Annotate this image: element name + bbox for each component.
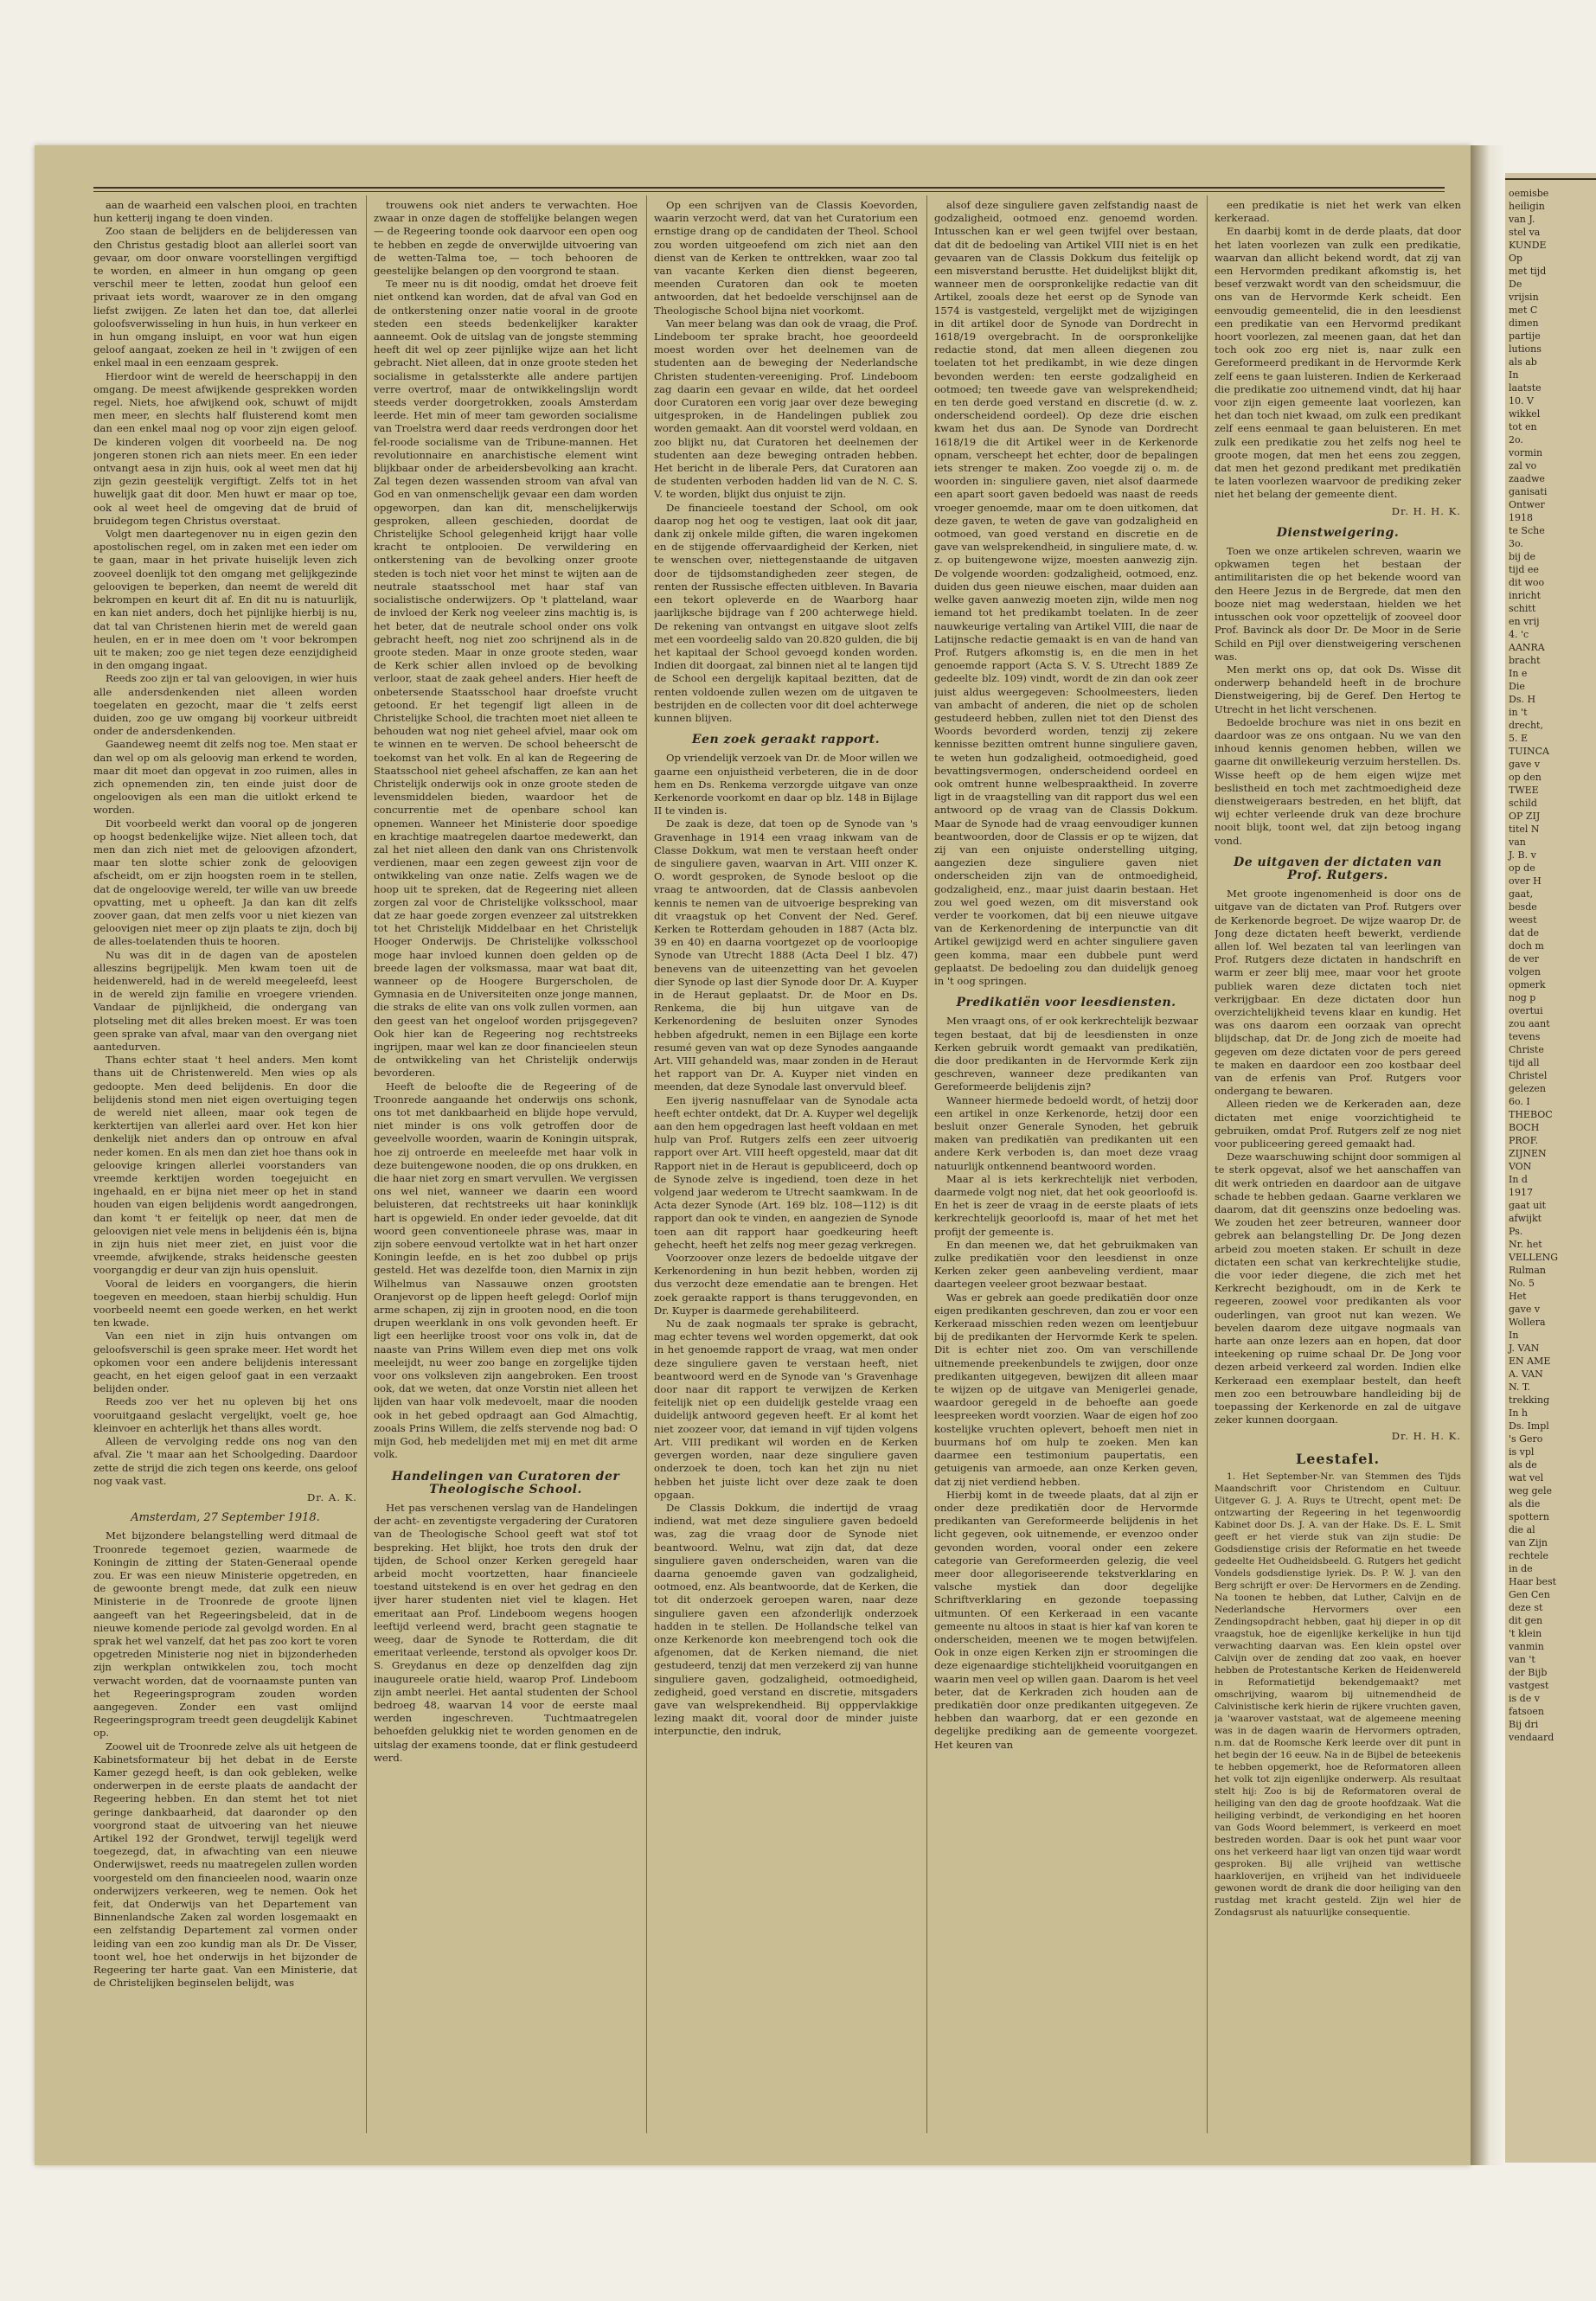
facing-page-fragment: Christe [1509,1044,1544,1055]
facing-page-fragment: opmerk [1509,979,1546,990]
section-heading: Handelingen van Curatoren der Theologische School. [391,1469,620,1497]
facing-page-fragment: tevens [1509,1031,1541,1042]
column-4 [934,199,1198,2132]
facing-page-fragment: Gen Cen [1509,1589,1550,1600]
facing-page-fragment: wikkel [1509,408,1541,420]
article-paragraph: De zaak is deze, dat toen op de Synode van 's Gravenhage in 1914 een vraag inkwam van de Classe Dokkum, wat men te verstaan heeft onder de singuliere gaven, waarvan in Art. VIII onzer K. O. wordt gesproken, de Synode besloot op die vraag te antwoorden, dat de Classis aanbevolen kennis te nemen van de uitvoerige bespreking van dit vraagstuk op het Convent der Ned. Geref. Kerken te Rotterdam gehouden in 1887 (Acta blz. 39 en 40) en daarna voortgezet op de voorloopige Synode van Utrecht 1888 (Acta Deel I blz. 47) benevens van de uiteenzetting van het gevoelen dier Synode op last dier Synode door Dr. A. Kuyper in de Heraut geplaatst. Dr. de Moor en Ds. Renkema, die bij hun uitgave van de Kerkenordening de besluiten onzer Synodes hebben afgedrukt, nemen in een Bijlage een korte resumé geven van wat op deze Synodes aangaande Art. VIII gehandeld was, maar zonden in de Heraut het rapport van Dr. A. Kuyper niet vinden en meenden, dat deze Synodale last onvervuld bleef. [654,817,918,1093]
article-paragraph: En dan meenen we, dat het gebruikmaken van zulke predikatiën voor den leesdienst in onze Kerken zeker geen aanbeveling verdient, maar daartegen veeleer groot bezwaar bestaat. [934,1238,1198,1291]
facing-page-fragment: titel N [1509,824,1540,835]
facing-page-fragment: In [1509,369,1519,381]
article-paragraph: De Classis Dokkum, die indertijd de vraag indiend, wat met deze singuliere gaven bedoeld was, zag die vraag door de Synode niet beantwoord. Welnu, wat zijn dat, dat deze singuliere gaven onderscheiden, waren van die daarna genoemde gaven van godzaligheid, ootmoed, enz. Als beantwoorde, dat de Kerken, die tot dit onderzoek geroepen waren, naar deze singuliere gaven een afzonderlijk onderzoek hadden in te stellen. De Hollandsche telkel van onze Kerkenorde kon meebrengend toch ook die afgenomen, dat de Kerken niemand, die niet gestudeerd, tenzij dat men verzekerd zij van hunne singuliere gaven, godzaligheid, ootmoedigheid, zedigheid, goed verstand en discretie, mitsgaders gave van welsprekendheid. Bij opppervlakkige lezing maakt dit, vooral door de minder juiste interpunctie, den indruk, [654,1501,918,1738]
facing-page-fragment: In d [1509,1174,1528,1185]
facing-page-fragment: vanmin [1509,1641,1544,1652]
facing-page-fragment: Ds. Impl [1509,1420,1549,1432]
facing-page-fragment: stel va [1509,227,1541,238]
facing-page-fragment: vastgest [1509,1680,1549,1691]
facing-page-fragment: ganisati [1509,486,1548,497]
article-paragraph: Vooral de leiders en voorgangers, die hierin toegeven en meedoen, staan hierbij schuldig. Hun voorbeeld neemt een goede werken, en het werkt ten kwade. [93,1277,357,1330]
facing-page-fragment: afwijkt [1509,1213,1542,1224]
facing-page-fragment: Ds. H [1509,694,1536,705]
column-divider [926,195,927,2133]
facing-page-fragment: ZIJNEN [1509,1148,1547,1159]
facing-page-fragment: zaadwe [1509,473,1545,484]
facing-page-fragment: vendaard [1509,1732,1554,1743]
facing-page-fragment: zou aant [1509,1018,1550,1029]
column-5 [1215,199,1461,2132]
review-paragraph: 1. Het September-Nr. van Stemmen des Tijds Maandschrift voor Christendom en Cultuur. Uitgever G. J. A. Ruys te Utrecht, opent met: De ontzwarting der Regeering in het tegenwoordig Kabinet door Ds. J. A. van der Hake. Ds. E. L. Smit geeft er het vierde stuk van zijn studie: De Godsdienstige crisis der Reformatie en het tweede gedeelte Het Oudheidsbeeld. G. Rutgers het gedicht Vondels godsdienstige lyriek. Ds. P. W. J. van den Berg schrijft er over: De Hervormers en de Zending. Na toonen te hebben, dat Luther, Calvijn en de Nederlandsche Hervormers over een Zendingsopdracht hebben, gaat hij dieper in op dit vraagstuk, hoe de eigenlijke kerkelijke in hun tijd verwachting daarvan was. Een klein opstel over Calvijn over de zending dat zoo vaak, en hoever hebben de Protestantsche Kerken de Heidenwereld in Reformatietijd bekendgemaakt? met omschrijving, waarom bij uitnemendheid de Calvinistische kerk hierin de rijkere vruchten gaven, ja 'waarover vaststaat, wat de algemeene meening was in de dagen waarin de Hervormers optraden, n.m. dat de Roomsche Kerk leerde over dit punt in het begin der 16 eeuw. Na in de Bijbel de beteekenis te hebben opgemerkt, hoe de Reformatoren alleen het volk tot zijn eigenlijke onderwerp. Als resultaat stelt hij: Zoo is bij de Reformatoren overal de heiliging van den dag de groote hoofdzaak. Wat die heiliging verbindt, de verkondiging en het hooren van Gods Woord belemmert, is verkeerd en moet bestreden worden. Daar is ook het punt waar voor ons het verkeerd haar ligt van onzen tijd waar wordt gesproken. Bij alle vrijheid van wettische haarkloverijen, en vrijheid van het individueele gewonen wordt de drank die door heiliging van den rustdag met kracht gesteld. Zijn wel hier de Zondagsrust als natuurlijke consequentie. [1215,1471,1461,1918]
facing-page-fragment: gave v [1509,759,1541,770]
article-paragraph: Op een schrijven van de Classis Koevorden, waarin verzocht werd, dat van het Curatorium een ernstige drang op de candidaten der Theol. School zou worden uitgeoefend om zich niet aan den dienst van de Kerken te onttrekken, waar zoo tal van vacante Kerken dien dienst begeeren, meenden Curatoren dan ook te moeten antwoorden, dat het bedoelde verschijnsel aan de Theologische School bijna niet voorkomt. [654,199,918,317]
facing-page-fragment: EN AME [1509,1356,1551,1367]
facing-page-fragment: wat vel [1509,1472,1544,1484]
facing-page-fragment: In e [1509,668,1528,679]
facing-page-fragment: op de [1509,862,1535,874]
facing-page-fragment: weg gele [1509,1485,1553,1497]
facing-page-fragment: van [1509,836,1526,848]
article-paragraph: En daarbij komt in de derde plaats, dat door het laten voorlezen van zulk een predikatie, waarvan dan allicht bekend wordt, dat zij van een Hervormden predikant afkomstig is, het besef verzwakt wordt van den scheidsmuur, die ons van de Hervormde Kerk scheidt. Een eenvoudig gemeentelid, die in den leesdienst een predikatie van een Hervormd predikant hoort voorlezen, zal meenen gaan, dat het dan toch ook zoo erg niet is, naar zulk een Gereformeerd predikant in de Hervormde Kerk zelf eens te gaan luisteren. Indien de Kerkeraad die predikatie zoo uitnemend vindt, dat hij haar voor zijn eigen gemeente laat voorlezen, kan het dan toch niet kwaad, om zulk een predikant zelf eens eenmaal te gaan beluisteren. En met zulk een predikatie zou het zelfs nog heel te groote mogen, dat men het eens zou zeggen, dat men het gezond predikant met predikatiën te laten voorlezen waarvoor de prediking zeker niet het belang der gemeente dient. [1215,225,1461,501]
facing-page-fragment: zal vo [1509,460,1537,471]
facing-page-fragment: schitt [1509,603,1536,614]
section-heading: De uitgaven der dictaten van Prof. Rutgers. [1234,855,1442,882]
facing-page-fragment: rechtele [1509,1550,1548,1561]
facing-page-fragment: als die [1509,1498,1541,1509]
article-paragraph: Bedoelde brochure was niet in ons bezit en daardoor was ze ons ontgaan. Nu we van den inhoud kennis genomen hebben, willen we gaarne dit onwillekeurig verzuim herstellen. Ds. Wisse heeft op de hem eigen wijze met beslistheid en toch met zachtmoedigheid deze dienstweigeraars bestreden, en het blijft, dat wij echter verleende druk van deze brochure nooit blijk, toont wel, dat zijn betoog ingang vond. [1215,715,1461,847]
article-paragraph: alsof deze singuliere gaven zelfstandig naast de godzaligheid, ootmoed enz. genoemd worden. Intusschen kan er wel geen twijfel over bestaan, dat dit de bedoeling van Artikel VIII niet is en het gevaaren van de Classis Dokkum dus feitelijk op een misverstand berustte. Het duidelijkst blijkt dit, wanneer men de oorspronkelijke redactie van dit Artikel, zooals deze het eerst op de Synode van 1574 is vastgesteld, vergelijkt met de wijzigingen in dit artikel door de Synode van Dordrecht in 1618/19 overgebracht. In de oorspronkelijke redactie stond, dat men alleen diegenen zou toelaten tot het predikambt, in wie deze dingen bevonden werden: ten eerste godzaligheid en ootmoed; ten tweede gave van welsprekendheid; en ten derde goed verstand en discretie (d. w. z. onderscheidend oordeel). Op deze drie eischen kwam het dus aan. De Synode van Dordrecht 1618/19 die dit Artikel weer in de Kerkenorde opnam, verscheept het echter, door de bepalingen iets strenger te maken. Zoo voegde zij o. m. de woorden in: singuliere gaven, niet alsof daarmede een apart soort gaven bedoeld was naast de reeds vroeger genoemde, maar om te doen uitkomen, dat deze gaven, te weten de gave van godzaligheid en ootmoed, van goed verstand en discretie en de gave van welsprekendheid, in singuliere mate, d. w. z. op buitengewone wijze, moesten aanwezig zijn. De volgende woorden: godzaligheid, ootmoed, enz. duiden dus geen nieuwe eischen, maar duiden aan welke gaven aanwezig moeten zijn, wilde men nog iemand tot het predikambt toelaten. In de zeer nauwkeurige vertaling van Artikel VIII, die naar de Latijnsche redactie gemaakt is en van de hand van Prof. Rutgers afkomstig is, en die men in het genoemde rapport (Acta S. V. S. Utrecht 1889 Ze gedeelte blz. 109) vindt, wordt de zin dan ook zeer juist aldus weergegeven: Schoolmeesters, lieden van ambacht of anderen, die niet op de scholen gestudeerd hebben, zullen niet tot den Dienst des Woords bevorderd worden, tenzij zij zekere kennisse bezitten omtrent hunne singuliere gaven, te weten hun godzaligheid, ootmoedigheid, goed bevattingsvermogen, onderscheidend oordeel en ook omtrent hunne welbespraaktheid. In zoverre ligt in de vraagstelling van dit rapport dus wel een antwoord op de vraag van de Classis Dokkum. Maar de Synode had de vraag eenvoudiger kunnen beantwoorden, door de Classis er op te wijzen, dat zij van een onjuiste onderstelling uitging, aangezien deze singuliere gaven niet onderscheiden zijn van de ontmoedigheid, godzaligheid, enz., maar juist daarin bestaan. Het zou wel goed wezen, om dit misverstand ook verder te voorkomen, dat bij een nieuwe uitgave van de Kerkenordening de interpunctie van dit Artikel gewijzigd werd en achter singuliere gaven geen komma, maar een dubbele punt werd geplaatst. De bedoeling zou dan duidelijk genoeg in 't oog springen. [934,199,1198,987]
facing-page-fragment: Rulman [1509,1265,1546,1276]
article-paragraph: Nu was dit in de dagen van de apostelen alleszins begrijpelijk. Men kwam toen uit de heidenwereld, had in de wereld meegeleefd, leest in de wereld zijn familie en vroegere vrienden. Vandaar de pijnlijkheid, die ondergang van plotseling met dit alles breken moest. Er was toen geen sprake van afval, maar van den overgang niet aantedurven. [93,948,357,1053]
facing-page-fragment: TWEE [1509,785,1539,796]
article-paragraph: Men merkt ons op, dat ook Ds. Wisse dit onderwerp behandeld heeft in de brochure Dienstweigering, bij de Geref. Den Hertog te Utrecht in het licht verschenen. [1215,663,1461,715]
facing-page-fragment: Wollera [1509,1317,1546,1328]
article-paragraph: De financieele toestand der School, om ook daarop nog het oog te vestigen, laat ook dit jaar, dank zij onkele milde giften, die waren ingekomen en de stijgende offervaardigheid der Kerken, niet te wenschen over, niettegenstaande de uitgaven door de tijdsomstandigheden zeer stegen, de renten der Russische effecten uitbleven. In Bavaria een tekort opleverde en de Waarborg haar jaarlijksche bijdrage van f 200 achterwege hield. De rekening van ontvangst en uitgave sloot zelfs met een voordeelig saldo van 20.820 gulden, die bij het kapitaal der School gevoegd konden worden. Indien dit doorgaat, zal binnen niet al te langen tijd de School een dergelijk kapitaal bezitten, dat de renten voldoende zullen wezen om de uitgaven te bestrijden en de collecten voor dit doel achterwege kunnen blijven. [654,501,918,724]
facing-page-edge [1505,173,1596,2163]
article-paragraph: Thans echter staat 't heel anders. Men komt thans uit de Christenwereld. Men wies op als gedoopte. Men deed belijdenis. En door die belijdenis stond men niet eigen overtuiging tegen de wereld niet alleen, maar ook tegen de kerktertijen van allerlei aard over. Het kon hier denkelijk niet anders dan op ontrouw en afval neder komen. En als men dan ziet hoe thans ook in geloovige kringen allerlei voorstanders van vreemde kerktijen worden toegejuicht en ingehaald, en er bijna niet meer op het in stand houden van eigen belijdenis wordt aangedrongen, dan komt 't er feitelijk op neer, dat men de geloovigen niet vele mens in belijdenis één is, bijna in zijn huis niet meer ziet, en juist voor die vreemde, afwijkende, straks heidensche geesten voorgangdig er deur van zijn huis opensluit. [93,1054,357,1277]
facing-page-fragment: In [1509,1330,1519,1341]
article-paragraph: een predikatie is niet het werk van elken kerkeraad. [1215,199,1461,225]
facing-page-fragment: 10. V [1509,395,1534,407]
author-signature: Dr. H. H. K. [1391,504,1461,517]
facing-page-fragment: Haar best [1509,1576,1557,1587]
facing-page-fragment: in 't [1509,707,1528,718]
facing-page-fragment: Ps. [1509,1226,1523,1237]
facing-page-fragment: lutions [1509,343,1542,355]
facing-page-fragment: nog p [1509,992,1536,1003]
header-rule-thin [93,191,1445,192]
facing-page-fragment: KUNDE [1509,240,1547,251]
article-paragraph: Toen we onze artikelen schreven, waarin we opkwamen tegen het bestaan der antimilitaristen die op het bekende woord van den Heere Jezus in de Bergrede, dat men den booze niet mag wederstaan, hielden we het intusschen ook voor opzettelijk of zooveel door Prof. Bavinck als door Dr. De Moor in de Serie Schild en Pijl over dienstweigering verschenen was. [1215,545,1461,663]
facing-page-fragment: J. VAN [1509,1343,1540,1354]
facing-page-fragment: Het [1509,1291,1527,1302]
facing-page-fragment: is de v [1509,1693,1540,1704]
section-heading: Dienstweigering. [1276,525,1400,540]
facing-page-fragment: bij de [1509,551,1536,562]
facing-page-fragment: 't klein [1509,1628,1542,1639]
facing-page-fragment: Ontwer [1509,499,1545,510]
facing-page-fragment: laatste [1509,382,1542,394]
article-paragraph: Deze waarschuwing schijnt door sommigen al te sterk opgevat, alsof we het aanschaffen van dit werk ontrieden en daardoor aan de uitgave schade te hebben gedaan. Gaarne verklaren we daarom, dat dit geenszins onze bedoeling was. We zouden het zeer betreuren, wanneer door gebrek aan belangstelling Dr. De Jong dezen arbeid zou moeten staken. Er schuilt in deze dictaten een schat van kerkrechtelijke studie, die voor ieder diegene, die zich met het Kerkrecht bezighoudt, om in de Kerk te regeeren, zoowel voor predikanten als voor ouderlingen, van groot nut kan wezen. We bevelen daarom deze uitgave nogmaals van harte aan onze lezers aan en hopen, dat door inteekening op ruime schaal Dr. De Jong voor dezen arbeid verkeerd zal worden. Indien elke Kerkeraad een exemplaar bestelt, dan heeft men zoo een betrouwbare handleiding bij de toepassing der Kerkenorde en zal de uitgave zeker kunnen doorgaan. [1215,1150,1461,1426]
article-paragraph: Hierdoor wint de wereld de heerschappij in den omgang. De meest afwijkende gesprekken worden regel. Niets, hoe afwijkend ook, schuwt of mijdt men meer, en slechts half fluisterend komt men dan een enkel maal nog op voor zijn eigen geloof. De kinderen volgen dit voorbeeld na. De nog jongeren stonen rich aan niets meer. En een ieder ontvangt aesa in zijn huis, ook al weet men dat hij zijn gezin geestelijk vergiftigt. Zelfs tot in het huwelijk gaat dit door. Men huwt er maar op toe, ook al weet heel de omgeving dat de bruid of bruidegom tegen Christus overstaat. [93,369,357,527]
facing-page-fragment: Bij dri [1509,1719,1539,1730]
facing-page-fragment: gelezen [1509,1083,1546,1094]
article-paragraph: trouwens ook niet anders te verwachten. Hoe zwaar in onze dagen de stoffelijke belangen wegen — de Regeering toonde ook daarvoor een open oog te hebben en zegde de onverwijlde uitvoering van de wetten-Talma toe, — toch behooren de geestelijke belangen op den voorgrond te staan. [374,199,638,278]
facing-page-fragment: fatsoen [1509,1706,1544,1717]
article-paragraph: Maar al is iets kerkrechtelijk niet verboden, daarmede volgt nog niet, dat het ook geoorloofd is. En het is zeer de vraag in de eerste plaats of iets kerkrechtelijk geoorloofd is, maar of het met het profijt der gemeente is. [934,1172,1198,1238]
article-paragraph: Alleen rieden we de Kerkeraden aan, deze dictaten met enige voorzichtigheid te gebruiken, omdat Prof. Rutgers zelf ze nog niet voor publiceering gereed gemaakt had. [1215,1098,1461,1150]
facing-page-fragment: deze st [1509,1602,1543,1613]
facing-page-fragment: 2o. [1509,434,1523,445]
facing-page-fragment: partije [1509,330,1541,342]
column-3 [654,199,918,2132]
facing-page-fragment: de ver [1509,953,1540,965]
facing-page-fragment: die al [1509,1524,1535,1535]
facing-page-fragment: 's Gero [1509,1433,1543,1445]
article-paragraph: Dit voorbeeld werkt dan vooral op de jongeren op hoogst bedenkelijke wijze. Niet alleen toch, dat men dan zich niet met de geloovigen afzondert, maar ten slotte schier zonk de geloovigen afscheidt, om er zijn hoogsten roem in te stellen, dat de ongeloovige wereld, ter wille van uw breede opvatting, met u opheeft. Ja dan kan dit zelfs zoover gaan, dat men zelfs voor u niet kiezen van geloovigen niet meer op zijn plaats te zijn, doch bij de alles-toelatenden thuis te hooren. [93,817,357,948]
facing-page-fragment: tot en [1509,421,1537,433]
facing-page-fragment: schild [1509,798,1537,809]
facing-page-fragment: BOCH [1509,1122,1540,1133]
article-paragraph: Was er gebrek aan goede predikatiën door onze eigen predikanten geschreven, dan zou er voor een Kerkeraad misschien reden wezen om leentjebuur bij de predikanten der Hervormde Kerk te spelen. Dit is echter niet zoo. Om van verschillende uitnemende preekenbundels te zwijgen, door onze predikanten uitgegeven, bewijzen dit alleen maar te wijzen op de uitgave van Menigerlei genade, waardoor geregeld in de behoefte aan goede leespreeken wordt voorzien. Waar de eigen hof zoo kostelijke vruchten oplevert, behoeft men niet in buurmans hof om hulp te zoeken. Men kan daarmee een testimonium paupertatis, een getuigenis van armoede, aan onze Kerken geven, dat zij niet verdiend hebben. [934,1291,1198,1488]
facing-page-fragment: THEBOC [1509,1109,1553,1120]
facing-page-fragment: van Zijn [1509,1537,1548,1548]
article-paragraph: Zoo staan de belijders en de belijderessen van den Christus gestadig bloot aan allerlei soort van gevaar, om door onware voorstellingen vergiftigd te worden, en almeer in hun omgang op geen verschil meer te letten, zoodat hun geloof een privaat iets wordt, waarover ze in den omgang liefst zwijgen. Ze laten het dan toe, dat allerlei goloofsverwisseling in hun huis, in hun verkeer en in hun omgang insluipt, en voor wat hun eigen geloof aangaat, zoeken ze heil in 't zwijgen of een enkel maal in een eenzaam gesprek. [93,225,357,369]
facing-page-fragment: als ab [1509,356,1537,368]
facing-page-fragment: op den [1509,772,1542,783]
facing-page-fragment: trekking [1509,1394,1550,1406]
facing-page-fragment: van 't [1509,1654,1535,1665]
facing-page-fragment: dat de [1509,927,1540,939]
header-rule [93,187,1445,189]
column-divider [1207,195,1208,2133]
newspaper-page [35,145,1471,2165]
facing-page-fragment: als de [1509,1459,1537,1471]
facing-page-fragment: spottern [1509,1511,1550,1522]
facing-page-fragment: VON [1509,1161,1532,1172]
facing-page-fragment: N. T. [1509,1381,1531,1393]
article-paragraph: Volgt men daartegenover nu in eigen gezin den apostolischen regel, om in zaken met een ieder om te gaan, maar in het private huiselijk leven zich zooveel doenlijk tot den omgang met gelijkgezinde geloovigen te beperken, dan neemt de wereld dit bekrompen en keurt dit af. En dit nu is natuurlijk, en kan niet anders, doch het pijnlijke hierbij is nu, dat tal van Christenen hierin met de wereld gaan heulen, en er in mee doen om 't voor bekrompen uit te maken; zoo ge niet tegen deze eenzijdigheid in den omgang ingaat. [93,528,357,672]
article-paragraph: Men vraagt ons, of er ook kerkrechtelijk bezwaar tegen bestaat, dat bij de leesdiensten in onze Kerken gebruik wordt gemaakt van predikatiën, die door predikanten in de Hervormde Kerk zijn geschreven, wanneer deze predikanten van Gereformeerde belijdenis zijn? [934,1015,1198,1093]
facing-page-fragment: 5. E [1509,733,1529,744]
facing-page-fragment: OP ZIJ [1509,811,1541,822]
facing-page-fragment: bracht [1509,655,1541,666]
article-paragraph: Hierbij komt in de tweede plaats, dat al zijn er onder deze predikatiën door de Hervormde predikanten van Gereformeerde belijdenis in het licht gegeven, ook uitnemende, er evenzoo onder gevonden worden, vooral onder een zekere categorie van Gereformeerden gelezig, die veel meer door allegoriseerende tekstverklaring en valsche mystiek dan door degelijke Schriftverklaring en gezonde toepassing uitmunten. Of een Kerkeraad in een vacante gemeente nu altoos in staat is hier kaf van koren te onderscheiden, meenen we te mogen betwijfelen. Ook in onze eigen Kerken zijn er stroomingen die deze eigenaardige stichtelijkheid vooruitgangen en waarin men veel op willen gaan. Daarom is het veel beter, dat de Kerkraden zich houden aan de predikatiën door onze predikanten uitgegeven. Ze hebben dan waarborg, dat er een gezonde en degelijke prediking aan de gemeente voorgezet. Het keuren van [934,1488,1198,1751]
article-paragraph: Van een niet in zijn huis ontvangen om geloofsverschil is geen sprake meer. Het wordt het opkomen voor een andere belijdenis interessant geacht, en het eigen geloof gaat in een verzaakt belijden onder. [93,1330,357,1395]
facing-page-fragment: AANRA [1509,642,1545,653]
facing-page-fragment: Die [1509,681,1525,692]
article-paragraph: Op vriendelijk verzoek van Dr. de Moor willen we gaarne een onjuistheid verbeteren, die in de door hem en Ds. Renkema verzorgde uitgave van onze Kerkenorde voorkomt en daar op blz. 148 in Bijlage II te vinden is. [654,752,918,817]
facing-page-fragment: der Bijb [1509,1667,1548,1678]
article-paragraph: Heeft de beloofte die de Regeering of de Troonrede aangaande het onderwijs ons schonk, ons tot met dankbaarheid en blijde hope vervuld, niet minder is ons volk getroffen door de geveelvolle woorden, waarin de Koningin uitsprak, hoe zij ontroerde en meeleefde met haar volk in deze buitengewone nooden, die op ons drukken, en die haar niet zorg en smart vervullen. We vergissen ons wel niet, wanneer we daarin een woord beluisteren, dat rechtstreeks uit haar koninklijk hart is opgewield. En onder ieder gevoelde, dat dit woord geen conventioneele phrase was, maar in zijn sobere eenvoud vertolkte wat in het hart onzer Koningin leefde, en is het zoo dubbel op prijs gesteld. Het was dezelfde toon, dien Marnix in zijn Wilhelmus van Nassauwe onzen grootsten Oranjevorst op de lippen heeft gelegd: Oorlof mijn arme schapen, zij zijn in grooten nood, en die toon drupen weerklank in ons volk gevonden heeft. Er ligt een heerlijke troost voor ons volk in, dat de naaste van Prins Willem even diep met ons volk meeleijdt, nu weer zoo bange en zorgelijke tijden voor ons volksleven zijn aangebroken. Een troost ook, dat we weten, dat onze Vorstin niet alleen het lijden van haar volk medevoelt, maar die nooden ook in het gebed opdraagt aan God Almachtig, zooals Prins Willem, die zelfs stervende nog bad: O mijn God, heb medelijden met mij en met dit arme volk. [374,1080,638,1461]
facing-page-fragment: in de [1509,1563,1533,1574]
article-paragraph: Alleen de vervolging redde ons nog van den afval. Zie 't maar aan het Schoolgeding. Daardoor zette de strijd die zich tegen ons keerde, ons geloof nog vaak vast. [93,1435,357,1487]
facing-page-fragment: De [1509,279,1522,290]
facing-page-fragment: besde [1509,901,1537,913]
facing-page-fragment: over H [1509,875,1542,887]
facing-page-fragment: van J. [1509,214,1535,225]
facing-page-fragment: tijd ee [1509,564,1539,575]
facing-page-fragment: 3o. [1509,538,1523,549]
facing-page-fragment: dit gen [1509,1615,1543,1626]
facing-page-fragment: te Sche [1509,525,1545,536]
article-paragraph: Zoowel uit de Troonrede zelve als uit hetgeen de Kabinetsformateur bij het debat in de Eerste Kamer gezegd heeft, is dan ook gebleken, welke onderwerpen in de eerste plaats de aandacht der Regeering hebben. En dan stemt het tot niet geringe dankbaarheid, dat daaronder op den voorgrond staat de uitvoering van het nieuwe Artikel 192 der Grondwet, terwijl tegelijk werd toegezegd, dat, in afwachting van een nieuwe Onderwijswet, reeds nu maatregelen zullen worden voorgesteld om den financieelen nood, waarin onze onderwijzers verkeeren, weg te nemen. Ook het feit, dat Onderwijs van het Departement van Binnenlandsche Zaken zal worden losgemaakt en een zelfstandig Departement zal vormen onder leiding van een zoo kundig man als Dr. De Visser, toont wel, hoe het onderwijs in het bijzonder de Regeering ter harte gaat. Van een Ministerie, dat de Christelijken beginselen belijdt, was [93,1740,357,1990]
article-paragraph: Reeds zoo zijn er tal van geloovigen, in wier huis alle andersdenkenden niet alleen worden toegelaten en gezocht, maar die 't zelfs eerst duiden, zoo ge uw omgang bij voorkeur uitbreidt onder de andersdenkenden. [93,672,357,738]
section-heading: Predikatiën voor leesdiensten. [956,996,1176,1010]
facing-page-fragment: vormin [1509,447,1543,458]
facing-page-fragment: overtui [1509,1005,1543,1016]
article-paragraph: Te meer nu is dit noodig, omdat het droeve feit niet ontkend kan worden, dat de afval van God en de ontkerstening onzer natie vooral in de groote steden een steeds bedenkelijker karakter aanneemt. Ook de uitslag van de jongste stemming heeft dit wel op zeer pijnlijke wijze aan het licht gebracht. Niet alleen, dat in onze groote steden het socialisme in getalssterkte alle andere partijen verre overtrof, maar de ontwikkelingslijn wordt steeds verder doorgetrokken, zooals Amsterdam leerde. Het min of meer tam geworden socialisme van Troelstra werd daar reeds verdrongen door het fel-roode socialisme van de Tribune-mannen. Het revolutionnaire en anarchistische element wint blijkbaar onder de arbeidersbevolking aan kracht. Zal tegen dezen wassenden stroom van afval van God en van onmenschelijk gevaar een dam worden opgeworpen, dan kan dit, menschelijkerwijs gesproken, alleen geschieden, doordat de Christelijke School gelegenheid krijgt haar volle kracht te ontplooien. De verwildering en ontkerstening van de bevolking onzer groote steden is toch niet voor het minst te wijten aan de neutrale staatsschool met haar staf van socialistische onderwijzers. Op 't platteland, waar de invloed der Kerk nog veeleer zins machtig is, is het beter, dat de neutrale school onder ons volk gebracht heeft, nog niet zoo schrijnend als in de groote steden. Maar in onze groote steden, waar de Kerk schier allen invloed op de bevolking verloor, staat de zaak geheel anders. Hier heeft de onbetersende Staatsschool haar droefste vrucht getoond. Er het tegengif ligt alleen in de Christelijke School, die trachten moet niet alleen te behouden wat nog niet geheel afviel, maar ook om te winnen en te werven. De school beheerscht de toekomst van het volk. En al kan de Regeering de Staatsschool niet geheel afschaffen, ze kan aan het Christelijk onderwijs ook in onze groote steden de levensmiddelen bieden, waardoor het de concurrentie met de openbare school kan opnemen. Wanneer het Ministerie door spoedige en krachtige maatregelen daartoe medewerkt, dan zal het niet alleen den dank van ons Christenvolk verdienen, maar een zegen geweest zijn voor de ontwikkeling van onze natie. Zelfs wagen we de hoop uit te spreken, dat de Regeering niet alleen zorgen zal voor de Christelijke volksschool, maar dat ze haar goede zorgen evenzeer zal uitstrekken tot het Christelijk Middelbaar en het Christelijk Hooger Onderwijs. De Christelijke volksschool moge haar invloed kunnen doen gelden op de breede lagen der volksmassa, maar wat baat dit, wanneer op de Hoogere Burgerscholen, de Gymnasia en de Universiteiten onze jonge mannen, die straks de elite van ons volk zullen vormen, aan den geest van het ongeloof worden prijsgegeven? Ook hier kan de Regeering nog rechtstreeks ingrijpen, maar wel kan ze door financieelen steun de ontwikkeling van het Christelijk onderwijs bevorderen. [374,278,638,1080]
facing-page-fragment: gaat, [1509,888,1534,900]
article-paragraph: Het pas verschenen verslag van de Handelingen der acht- en zeventigste vergadering der Curatoren van de Theologische School geeft wat stof tot bespreking. Het blijkt, hoe trots den druk der tijden, de School onzer Kerken geregeld haar arbeid mocht voortzetten, haar financieele toestand uitstekend is en over het gedrag en den ijver harer studenten niet viel te klagen. Het emeritaat aan Prof. Lindeboom wegens hoogen leeftijd verleend werd, bracht geen stagnatie te weeg, daar de Synode te Rotterdam, die dit emeritaat verleende, terstond als opvolger koos Dr. S. Greydanus en deze op denzelfden dag zijn inaugureele oratie hield, waarop Prof. Lindeboom zijn ambt neerlei. Het aantal studenten der School bedroeg 48, waarvan 14 voor de eerste maal werden ingeschreven. Tuchtmaatregelen behoefden gelukkig niet te worden genomen en de uitslag der examens toonde, dat er flink gestudeerd werd. [374,1501,638,1764]
book-gutter [1471,145,1505,2165]
facing-page-fragment: 1918 [1509,512,1533,523]
facing-page-fragment: oemisbe [1509,188,1549,199]
column-2 [374,199,638,2132]
section-heading: Een zoek geraakt rapport. [691,733,881,747]
article-paragraph: Nu de zaak nogmaals ter sprake is gebracht, mag echter tevens wel worden opgemerkt, dat ook in het genoemde rapport de vraag, wat men onder deze singuliere gaven te verstaan heeft, niet beantwoord werd en de Synode van 's Gravenhage door naar dit rapport te verwijzen de Kerken feitelijk niet op een duidelijk gestelde vraag een duidelijk antwoord gegeven heeft. Er al komt het niet zoozeer voor, dat iemand in vijf tijden volgens Art. VIII predikant wil worden en de Kerken gevergen worden, naar deze singuliere gaven onderzoek te doen, toch kan het zijn nu niet hebben het juiste licht over deze zaak te doen opgaan. [654,1317,918,1501]
facing-page-fragment: vrijsin [1509,292,1539,303]
facing-page-fragment: Nr. het [1509,1239,1542,1250]
facing-page-fragment: heiligin [1509,201,1545,212]
facing-page-fragment: In h [1509,1407,1529,1419]
section-heading: Leestafel. [1295,1450,1381,1467]
article-paragraph: Met groote ingenomenheid is door ons de uitgave van de dictaten van Prof. Rutgers over de Kerkenorde begroet. De wijze waarop Dr. de Jong deze dictaten heeft bewerkt, verdiende allen lof. Wel bezaten tal van leerlingen van Prof. Rutgers deze dictaten in handschrift en warm er zeer blij mee, maar voor het groote publiek waren deze dictaten toch niet verkrijgbaar. En deze dictaten door hun overzichtelijkheid tevens klaar en kundig. Het was ons daarom een oorzaak van oprecht blijdschap, dat Dr. de Jong zich de moeite had gegeven om deze dictaten voor de pers gereed te maken en daardoor een zoo kostbaar deel van de erfenis van Prof. Rutgers voor ondergang te bewaren. [1215,888,1461,1098]
facing-page-fragment: inricht [1509,590,1542,601]
facing-page-fragment: Op [1509,253,1523,264]
facing-page-fragment: 6o. I [1509,1096,1530,1107]
article-paragraph: Met bijzondere belangstelling werd ditmaal de Troonrede tegemoet gezien, waarmede de Koningin de zitting der Staten-Generaal opende zou. Er was een nieuw Ministerie opgetreden, en de gewoonte brengt mede, dat zulk een nieuw Ministerie in de Troonrede de groote lijnen aangeeft van het Regeeringsbeleid, dat in de nieuwe komende periode zal gevolgd worden. En al sprak het wel vanzelf, dat het pas zoo kort te voren opgetreden Ministerie nog niet in bijzonderheden zijn werkplan ontwikkelen zou, toch mocht verwacht worden, dat de voornaamste punten van het Regeeringsprogram zouden worden aangegeven. Zonder een vast omlijnd Regeeringsprogram treedt geen deugdelijk Kabinet op. [93,1529,357,1740]
article-paragraph: Een ijverig nasnuffelaar van de Synodale acta heeft echter ontdekt, dat Dr. A. Kuyper wel degelijk aan den hem opgedragen last heeft voldaan en met hulp van Prof. Rutgers zelfs een zeer uitvoerig rapport over Art. VIII heeft opgesteld, maar dat dit Rapport niet in de Heraut is gepubliceerd, doch op de Synode zelve is ingediend, toen deze in het volgend jaar wederom te Utrecht saamkwam. In de Acta dezer Synode (Art. 169 blz. 108—112) is dit rapport dan ook te vinden, en aangezien de Synode toen aan dit rapport haar goedkeuring heeft gehecht, heeft het zelfs nog meer gezag verkregen. [654,1093,918,1251]
facing-page-fragment: en vrij [1509,616,1540,627]
facing-page-fragment: gaat uit [1509,1200,1547,1211]
facing-page-rule [1505,178,1596,180]
article-paragraph: Reeds zoo ver het nu opleven bij het ons vooruitgaand geslacht vergelijkt, voelt ge, hoe kleinvoer en achterlijk het thans alles wordt. [93,1395,357,1434]
facing-page-fragment: dit woo [1509,577,1545,588]
column-1 [93,199,357,2132]
facing-page-fragment: weest [1509,914,1537,926]
article-paragraph: Van meer belang was dan ook de vraag, die Prof. Lindeboom ter sprake bracht, hoe geoordeeld moest worden over het deelnemen van de studenten aan de beweging der Nederlandsche Christen studenten-vereeniging. Prof. Lindeboom zag daarin een gevaar en wilde, dat het oordeel door Curatoren een vorig jaar over deze beweging uitgesproken, in de Handelingen publiek zou worden gemaakt. Aan dit voorstel werd voldaan, en zoo blijkt nu, dat Curatoren het deelnemen der studenten aan deze beweging ontraden hebben. Het bericht in de liberale Pers, dat Curatoren aan de studenten verboden hadden lid van de N. C. S. V. te worden, blijkt dus onjuist te zijn. [654,317,918,501]
facing-page-fragment: met tijd [1509,266,1547,277]
facing-page-fragment: tijd all [1509,1057,1540,1068]
column-divider [646,195,647,2133]
facing-page-fragment: VELLENG [1509,1252,1559,1263]
facing-page-fragment: met C [1509,304,1538,316]
article-paragraph: Voorzoover onze lezers de bedoelde uitgave der Kerkenordening in hun bezit hebben, worden zij dus verzocht deze emendatie aan te brengen. Het zoek geraakte rapport is thans teruggevonden, en Dr. Kuyper is daarmede gerehabiliteerd. [654,1252,918,1317]
facing-page-fragment: gave v [1509,1304,1541,1315]
facing-page-fragment: 1917 [1509,1187,1533,1198]
article-paragraph: Gaandeweg neemt dit zelfs nog toe. Men staat er dan wel op om als geloovig man erkend te worden, maar dit moet dan opgevat in zoo ruimen, alles in zich opnemenden zin, ten einde juist door de ongeloovigen als een man die uitlokt erkend te worden. [93,738,357,817]
facing-page-fragment: is vpl [1509,1446,1535,1458]
facing-page-fragment: doch m [1509,940,1544,952]
article-paragraph: aan de waarheid een valschen plooi, en trachten hun ketterij ingang te doen vinden. [93,199,357,225]
facing-page-fragment: TUINCA [1509,746,1549,757]
facing-page-fragment: dimen [1509,317,1539,329]
facing-page-fragment: drecht, [1509,720,1543,731]
dateline: Amsterdam, 27 September 1918. [131,1511,320,1525]
author-signature: Dr. H. H. K. [1391,1430,1461,1443]
facing-page-fragment: A. VAN [1509,1368,1543,1380]
column-divider [366,195,367,2133]
article-paragraph: Wanneer hiermede bedoeld wordt, of hetzij door een artikel in onze Kerkenorde, hetzij door een besluit onzer Generale Synoden, het gebruik maken van predikatiën van predikanten uit een andere Kerk verboden is, dan moet deze vraag natuurlijk ontkennend beantwoord worden. [934,1093,1198,1172]
facing-page-fragment: 4. 'c [1509,629,1529,640]
facing-page-fragment: Christel [1509,1070,1548,1081]
facing-page-fragment: PROF. [1509,1135,1539,1146]
facing-page-fragment: J. B. v [1509,849,1536,861]
author-signature: Dr. A. K. [306,1490,357,1503]
facing-page-fragment: No. 5 [1509,1278,1535,1289]
facing-page-fragment: volgen [1509,966,1541,977]
